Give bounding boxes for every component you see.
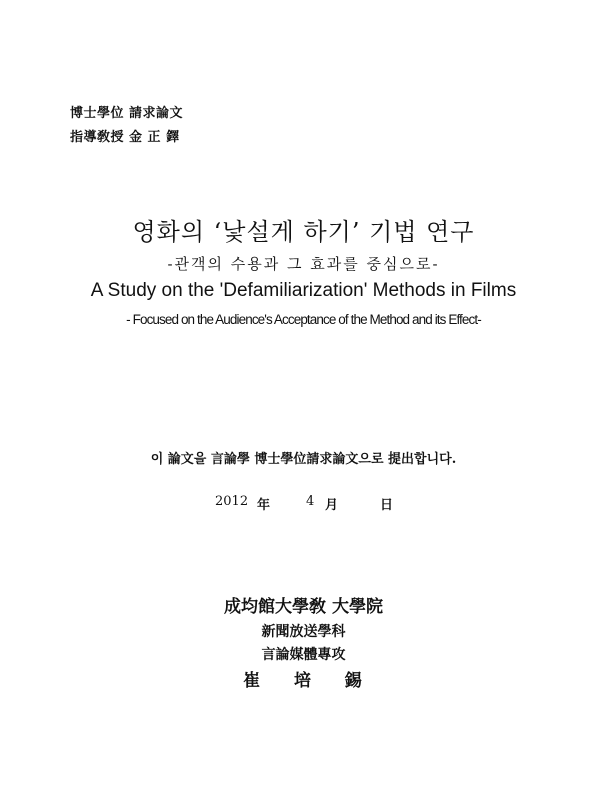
university-name: 成均館大學敎 大學院	[224, 597, 383, 617]
advisor-label: 指導敎授 金 正 鐸	[70, 130, 180, 145]
submission-statement: 이 論文을 言論學 博士學位請求論文으로 提出합니다.	[150, 452, 457, 467]
english-subtitle: - Focused on the Audience's Acceptance of the Method and its Effect-	[126, 312, 481, 327]
author-name: 崔 培 錫	[243, 671, 376, 691]
date-year: 2012	[215, 494, 249, 509]
major-name: 言論媒體專攻	[261, 647, 346, 663]
degree-request-label: 博士學位 請求論文	[70, 106, 184, 121]
submission-date	[0, 494, 607, 513]
korean-subtitle: -관객의 수용과 그 효과를 중심으로-	[167, 255, 440, 273]
department-name: 新聞放送學科	[261, 624, 346, 640]
english-title: A Study on the 'Defamiliarization' Methods in Films	[90, 280, 517, 301]
date-month-unit: 月	[325, 498, 339, 513]
date-day-unit: 日	[380, 498, 394, 513]
korean-title: 영화의 ‘낯설게 하기’ 기법 연구	[132, 218, 475, 246]
date-year-unit: 年	[257, 498, 271, 513]
date-month: 4	[306, 494, 315, 509]
